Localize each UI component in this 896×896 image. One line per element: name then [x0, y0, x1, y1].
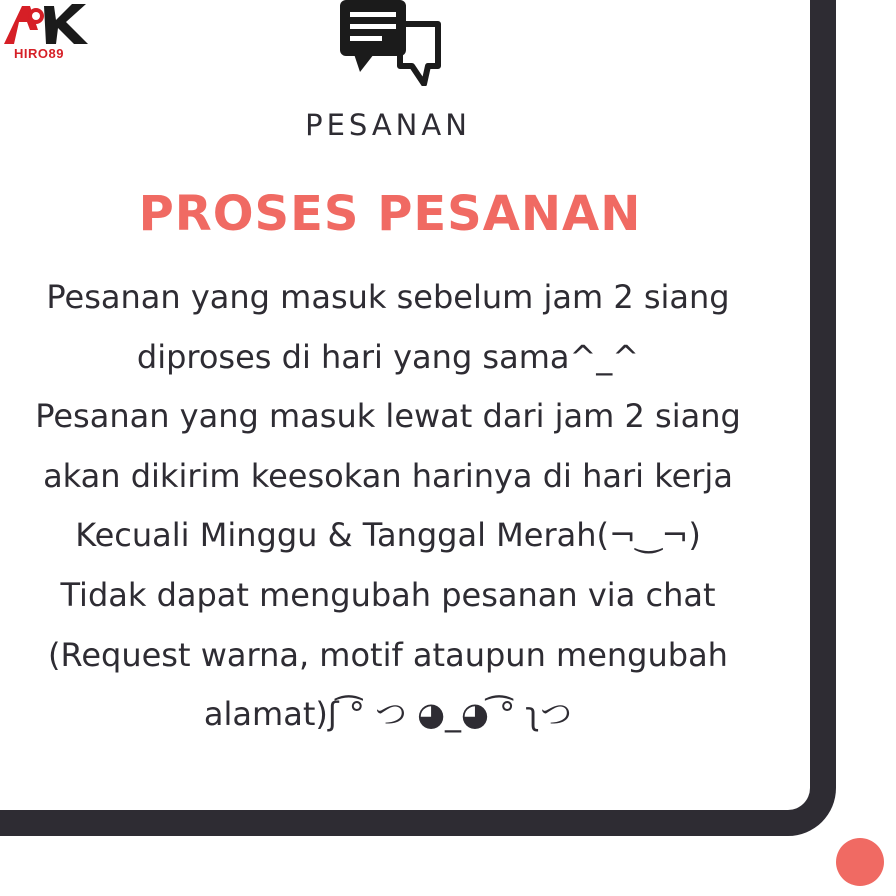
logo-text: HIRO89 [14, 46, 64, 61]
body-line: akan dikirim keesokan harinya di hari kerja [43, 456, 733, 495]
message-body [0, 268, 776, 745]
body-line: Kecuali Minggu & Tanggal Merah(¬‿¬) [75, 516, 701, 555]
chat-bubbles-icon [338, 0, 442, 86]
body-line: alamat)ʃ ͡° つ ◕_◕ ͡° ʅつ [203, 695, 573, 734]
body-line: Pesanan yang masuk lewat dari jam 2 siang [35, 397, 741, 436]
section-label: PESANAN [305, 108, 471, 142]
hiro89-logo [0, 0, 92, 62]
body-line: diproses di hari yang sama^_^ [136, 337, 640, 376]
body-line: Pesanan yang masuk sebelum jam 2 siang [46, 278, 730, 316]
body-line: Tidak dapat mengubah pesanan via chat [60, 575, 716, 614]
headline: PROSES PESANAN [138, 186, 642, 242]
body-line: (Request warna, motif ataupun mengubah [48, 635, 728, 674]
accent-dot [836, 838, 884, 886]
